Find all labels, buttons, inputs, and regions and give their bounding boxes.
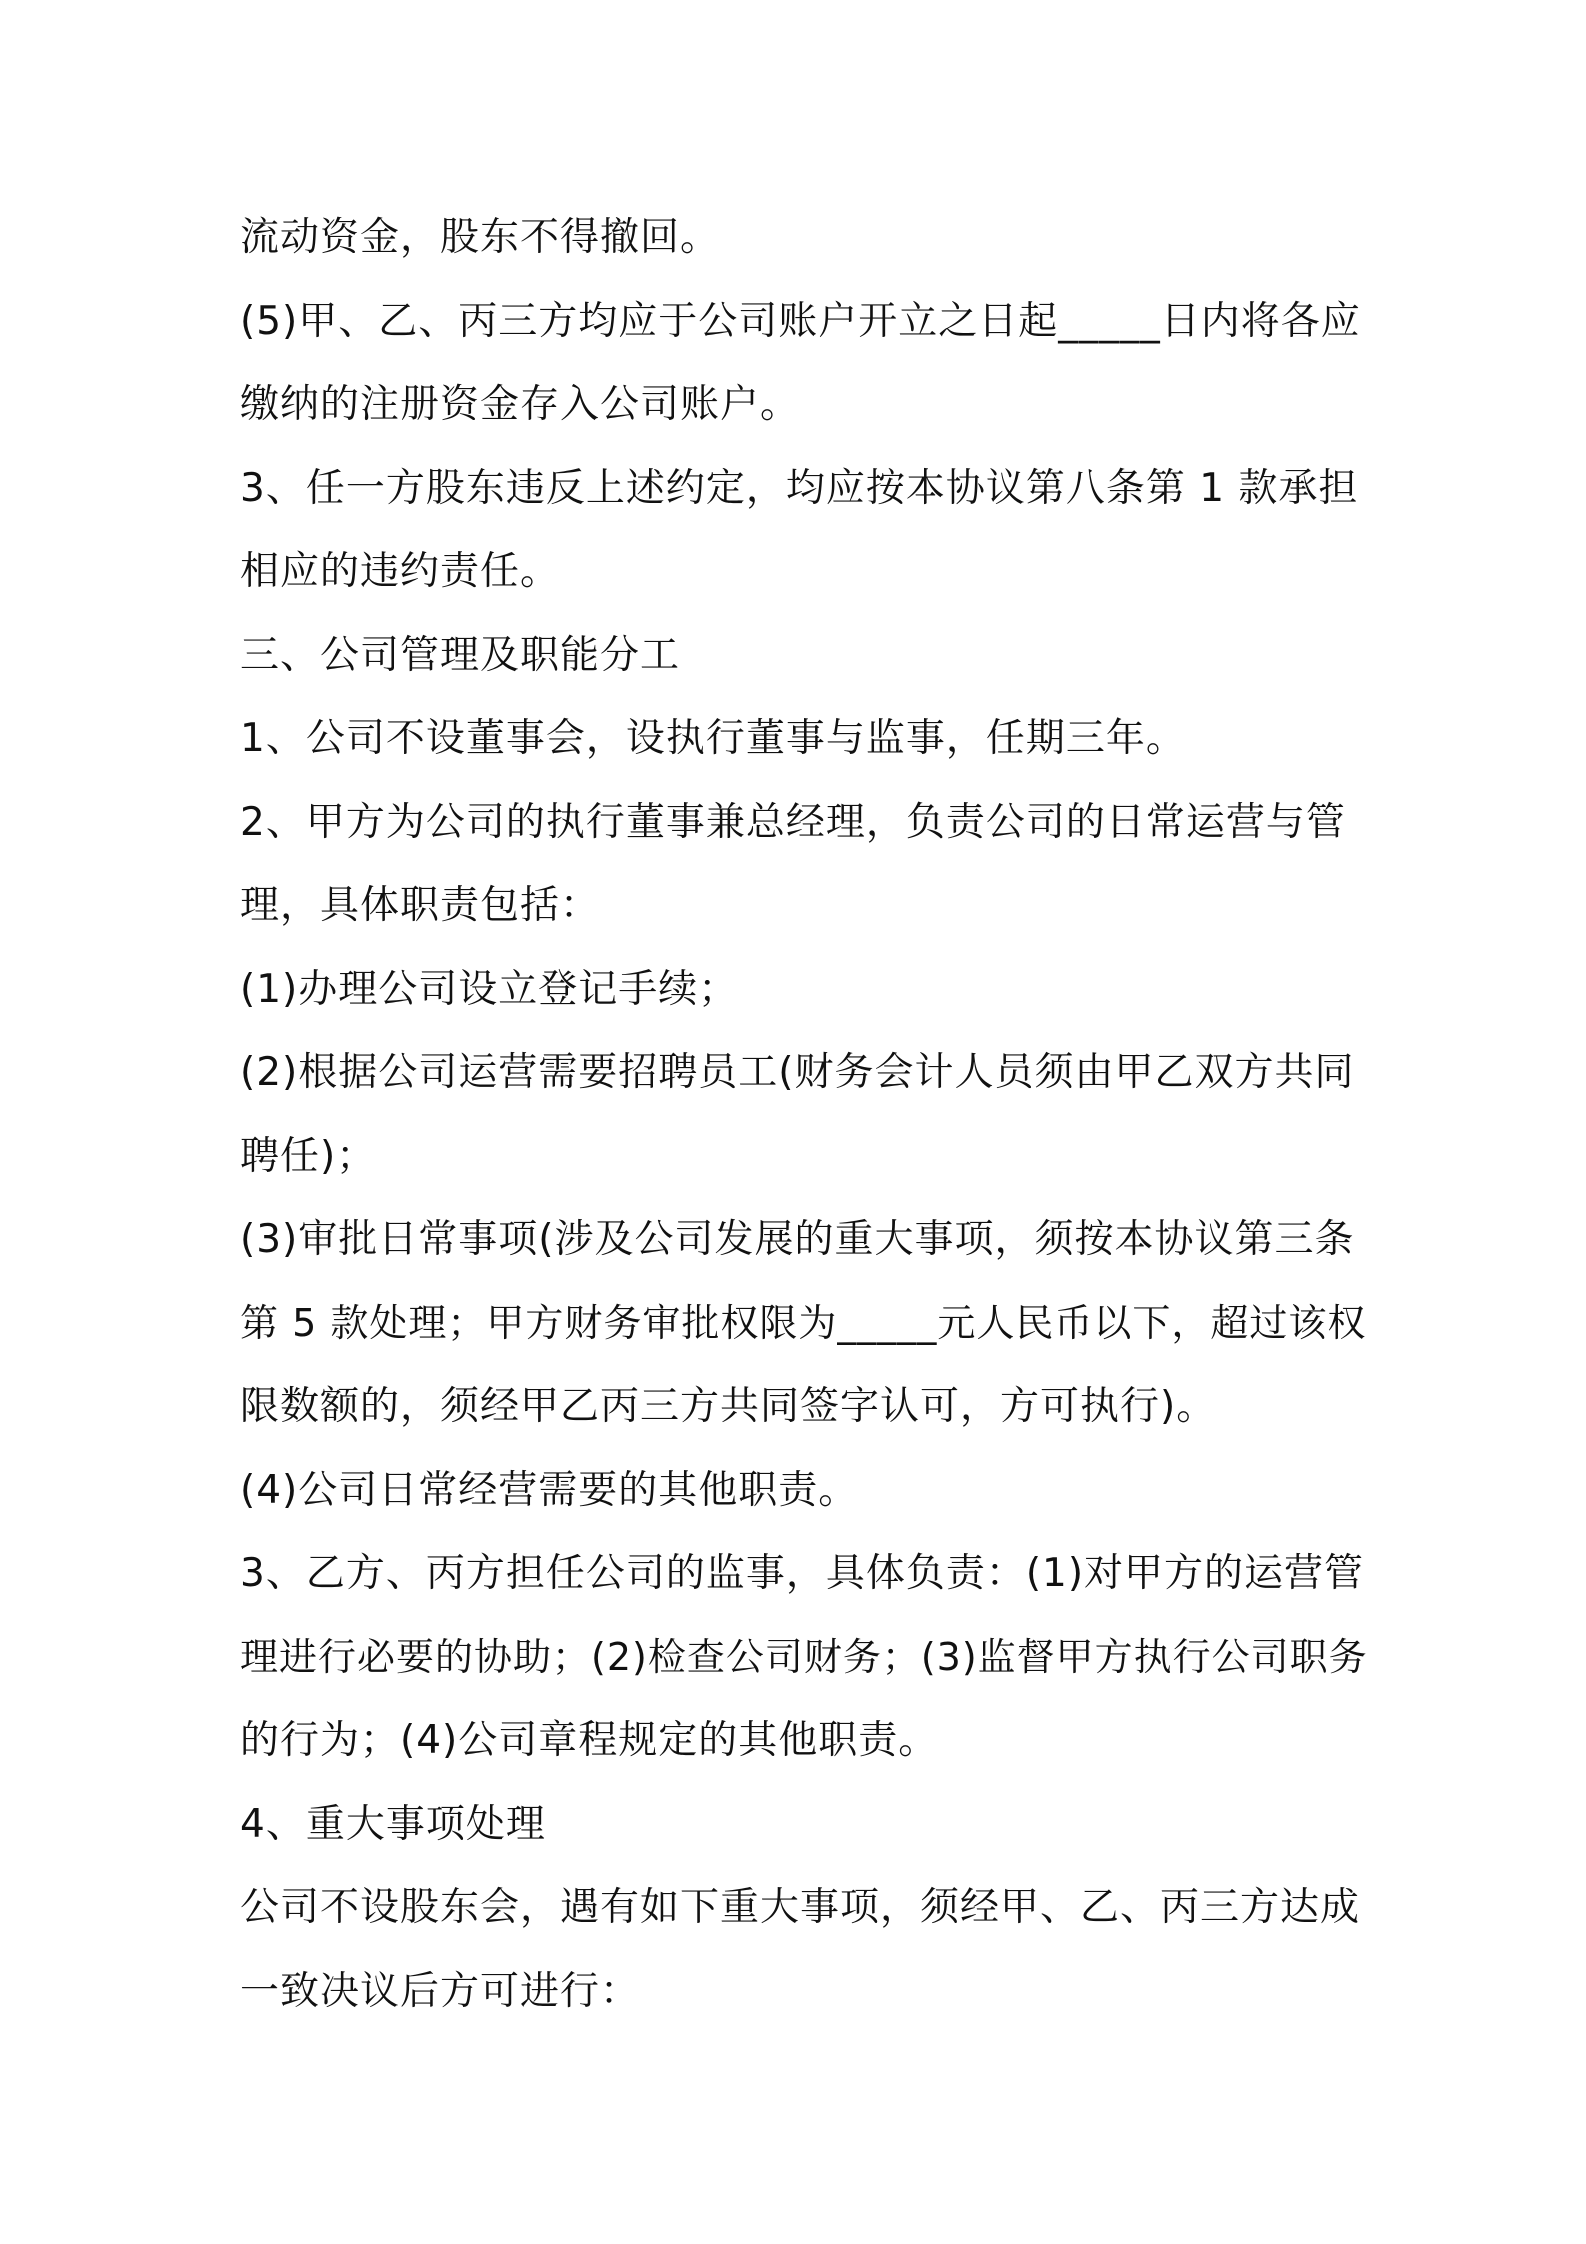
paragraph-line: (1)办理公司设立登记手续； — [240, 966, 739, 1012]
paragraph-line: 聘任)； — [240, 1133, 377, 1179]
subsection-heading: 4、重大事项处理 — [240, 1801, 546, 1847]
paragraph-line: 3、乙方、丙方担任公司的监事，具体负责：(1)对甲方的运营管 — [240, 1551, 1365, 1596]
paragraph-line: 流动资金，股东不得撤回。 — [240, 215, 721, 260]
paragraph-line: (3)审批日常事项(涉及公司发展的重大事项，须按本协议第三条 — [240, 1217, 1355, 1262]
paragraph-line: (4)公司日常经营需要的其他职责。 — [240, 1467, 859, 1513]
paragraph-line: 公司不设股东会，遇有如下重大事项，须经甲、乙、丙三方达成 — [240, 1885, 1361, 1930]
paragraph-line: 第 5 款处理；甲方财务审批权限为_____元人民币以下，超过该权 — [240, 1300, 1367, 1345]
document-body — [240, 196, 1370, 2033]
paragraph-line: (2)根据公司运营需要招聘员工(财务会计人员须由甲乙双方共同 — [240, 1050, 1355, 1095]
paragraph-line: 3、任一方股东违反上述约定，均应按本协议第八条第 1 款承担 — [240, 465, 1359, 511]
paragraph-line: 的行为；(4)公司章程规定的其他职责。 — [240, 1718, 939, 1763]
paragraph-line: 2、甲方为公司的执行董事兼总经理，负责公司的日常运营与管 — [240, 799, 1346, 845]
paragraph-line: 理，具体职责包括： — [240, 883, 601, 928]
paragraph-line: (5)甲、乙、丙三方均应于公司账户开立之日起_____日内将各应 — [240, 298, 1361, 344]
paragraph-line: 相应的违约责任。 — [240, 549, 561, 594]
paragraph-line: 缴纳的注册资金存入公司账户。 — [240, 382, 801, 427]
section-heading: 三、公司管理及职能分工 — [240, 632, 681, 678]
paragraph-line: 一致决议后方可进行： — [240, 1968, 641, 2014]
paragraph-line: 1、公司不设董事会，设执行董事与监事，任期三年。 — [240, 716, 1186, 761]
paragraph-line: 理进行必要的协助；(2)检查公司财务；(3)监督甲方执行公司职务 — [240, 1634, 1368, 1679]
paragraph-line: 限数额的，须经甲乙丙三方共同签字认可，方可执行)。 — [240, 1384, 1217, 1429]
